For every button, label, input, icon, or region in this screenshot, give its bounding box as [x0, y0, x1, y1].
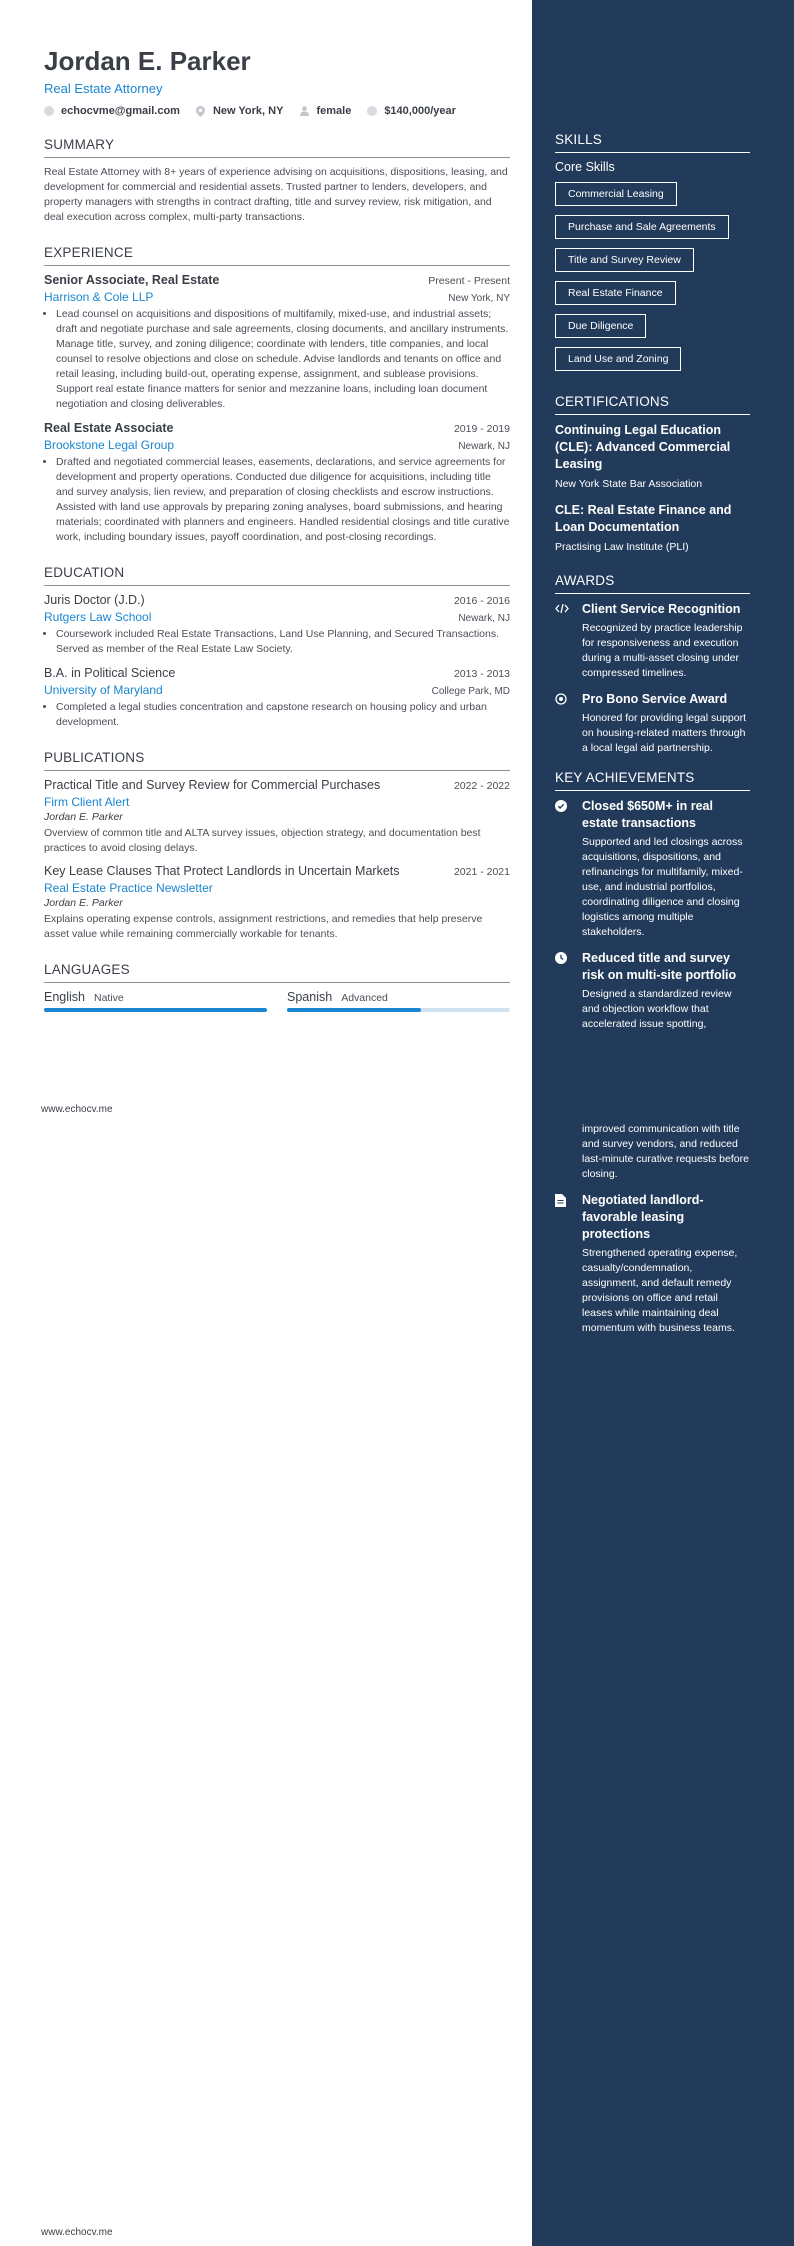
school-location: Newark, NJ: [458, 613, 510, 624]
publication-author: Jordan E. Parker: [44, 897, 123, 909]
publication-item: [44, 778, 510, 856]
candidate-name: Jordan E. Parker: [44, 46, 251, 76]
proficiency-fill: [287, 1008, 421, 1012]
award-item: [555, 691, 750, 756]
contact-gender: [299, 105, 351, 117]
main-column: [44, 46, 510, 1012]
language-name: Spanish: [287, 990, 333, 1004]
publication-description: Overview of common title and ALTA survey issues, objection strategy, and documentation best practices to avoid closing delays.: [44, 827, 481, 854]
award-title: Client Service Recognition: [582, 602, 741, 616]
publication-item: [44, 864, 510, 942]
achievement-item: [555, 798, 750, 940]
degree-dates: 2016 - 2016: [453, 595, 510, 607]
contact-location: [196, 105, 284, 117]
achievement-description: Supported and led closings across acquisitions, dispositions, and refinancings for multifamily, mixed-use, and industrial portfolios, coordinating diligence and closing logistics among multiple stakeholders.: [582, 836, 743, 938]
languages-section: [44, 962, 510, 1012]
publication-dates: 2021 - 2021: [453, 866, 510, 878]
education-section: [44, 565, 510, 730]
target-icon: [555, 691, 582, 756]
certifications-heading: CERTIFICATIONS: [555, 394, 750, 415]
experience-bullet: • Drafted and negotiated commercial leases, easements, declarations, and service agreements for development and property operations. Conducted due diligence for acquisitions, including title and survey analysis, lien review, and preparation of closing checklists and escrow instructions. Assisted with land use approvals by preparing zoning analyses, board submissions, and hearing materials; coordinated with planners and engineers. Handled residential closings and title curative work, including boundary issues, payoff coordination, and post-closing recordings.: [56, 455, 510, 545]
job-title: Real Estate Attorney: [44, 81, 163, 96]
achievement-title: Closed $650M+ in real estate transactions: [582, 799, 713, 830]
salary-icon: [367, 106, 377, 116]
certification-item: [555, 422, 750, 490]
awards-heading: AWARDS: [555, 573, 750, 594]
skill-tag: Due Diligence: [555, 314, 646, 338]
language-name: English: [44, 990, 85, 1004]
degree-dates: 2013 - 2013: [453, 668, 510, 680]
proficiency-fill: [44, 1008, 267, 1012]
language-proficiency-bar: [287, 1008, 510, 1012]
skill-tag: Title and Survey Review: [555, 248, 694, 272]
awards-section: [555, 573, 750, 756]
award-description: Honored for providing legal support on housing-related matters through a local legal aid partnership.: [582, 712, 747, 754]
publication-outlet: Real Estate Practice Newsletter: [44, 881, 213, 895]
achievement-item: [555, 950, 750, 1182]
skills-subheading: Core Skills: [555, 160, 615, 174]
language-proficiency-bar: [44, 1008, 267, 1012]
contact-salary: [367, 105, 456, 117]
award-description: Recognized by practice leadership for responsiveness and execution during a multi-asset closing under compressed timelines.: [582, 622, 743, 679]
location-text: New York, NY: [212, 105, 284, 117]
education-item: [44, 666, 510, 730]
code-icon: [555, 601, 582, 681]
achievement-description: Designed a standardized review and objection workflow that accelerated issue spotting,: [582, 988, 732, 1030]
school-location: College Park, MD: [431, 686, 510, 697]
position-dates: Present - Present: [428, 275, 510, 287]
experience-section: [44, 245, 510, 545]
document-icon: [555, 1192, 582, 1336]
sidebar: [555, 132, 750, 1346]
achievement-title: Reduced title and survey risk on multi-site portfolio: [582, 951, 737, 982]
gender-text: female: [316, 105, 352, 117]
certification-item: [555, 502, 750, 553]
education-heading: EDUCATION: [44, 565, 510, 586]
publication-author: Jordan E. Parker: [44, 811, 123, 823]
skills-heading: SKILLS: [555, 132, 750, 153]
skill-tag: Purchase and Sale Agreements: [555, 215, 729, 239]
skill-tag: Land Use and Zoning: [555, 347, 681, 371]
email-icon: [44, 106, 54, 116]
salary-text: $140,000/year: [384, 105, 456, 117]
publication-title: Key Lease Clauses That Protect Landlords in Uncertain Markets: [44, 864, 400, 878]
language-level: Advanced: [341, 992, 388, 1004]
experience-item: [44, 273, 510, 412]
check-circle-icon: [555, 798, 582, 940]
experience-heading: EXPERIENCE: [44, 245, 510, 266]
achievement-description: Strengthened operating expense, casualty/condemnation, assignment, and default remedy provisions on office and retail leases while maintaining deal momentum with business teams.: [582, 1247, 738, 1334]
experience-item: [44, 421, 510, 545]
language-item: [44, 990, 267, 1012]
languages-heading: LANGUAGES: [44, 962, 510, 983]
education-item: [44, 593, 510, 657]
summary-section: [44, 137, 510, 225]
position-title: Real Estate Associate: [44, 421, 174, 435]
publication-title: Practical Title and Survey Review for Commercial Purchases: [44, 778, 381, 792]
certification-name: CLE: Real Estate Finance and Loan Documentation: [555, 503, 732, 534]
school-name: Rutgers Law School: [44, 610, 152, 624]
degree-name: Juris Doctor (J.D.): [44, 593, 145, 607]
skills-section: [555, 132, 750, 380]
publication-dates: 2022 - 2022: [453, 780, 510, 792]
degree-name: B.A. in Political Science: [44, 666, 176, 680]
school-name: University of Maryland: [44, 683, 163, 697]
company-name: Harrison & Cole LLP: [44, 290, 154, 304]
achievements-heading: KEY ACHIEVEMENTS: [555, 770, 750, 791]
position-title: Senior Associate, Real Estate: [44, 273, 220, 287]
company-name: Brookstone Legal Group: [44, 438, 175, 452]
position-dates: 2019 - 2019: [453, 423, 510, 435]
education-bullet: • Completed a legal studies concentration and capstone research on housing policy and urban development.: [56, 700, 510, 730]
footer-link[interactable]: www.echocv.me: [41, 1104, 113, 1115]
company-location: New York, NY: [448, 293, 510, 304]
contact-bar: [44, 105, 510, 117]
certification-name: Continuing Legal Education (CLE): Advanced Commercial Leasing: [555, 423, 731, 471]
publication-outlet: Firm Client Alert: [44, 795, 130, 809]
experience-bullet: • Lead counsel on acquisitions and dispositions of multifamily, mixed-use, and industrial assets; draft and negotiate purchase and sale agreements, closing documents, and ancillary instruments. Manage title, survey, and zoning diligence; coordinate with lenders, title companies, and local counsel to resolve objections and close on schedule. Advise landlords and tenants on office and retail leasing, including build-out, operating expense, assignment, and sublease provisions. Support real estate finance matters for senior and mezzanine loans, including loan document negotiation and closing deliverables.: [56, 307, 510, 412]
publications-heading: PUBLICATIONS: [44, 750, 510, 771]
award-item: [555, 601, 750, 681]
publications-section: [44, 750, 510, 942]
person-icon: [299, 106, 309, 116]
language-level: Native: [94, 992, 124, 1004]
skill-tag: Real Estate Finance: [555, 281, 676, 305]
education-bullet: • Coursework included Real Estate Transactions, Land Use Planning, and Secured Transactions. Served as member of the Real Estate Law Society.: [56, 627, 510, 657]
footer-link[interactable]: www.echocv.me: [41, 2227, 113, 2238]
company-location: Newark, NJ: [458, 441, 510, 452]
contact-email[interactable]: [44, 105, 180, 117]
certification-issuer: New York State Bar Association: [555, 478, 703, 490]
achievements-section: [555, 770, 750, 1336]
email-text: echocvme@gmail.com: [61, 105, 180, 117]
certifications-section: [555, 394, 750, 553]
summary-heading: SUMMARY: [44, 137, 510, 158]
achievement-item: [555, 1192, 750, 1336]
clock-icon: [555, 950, 582, 1182]
publication-description: Explains operating expense controls, assignment restrictions, and remedies that help preserve asset value while remaining commercially workable for tenants.: [44, 913, 483, 940]
language-item: [287, 990, 510, 1012]
summary-text: Real Estate Attorney with 8+ years of experience advising on acquisitions, dispositions, leasing, and development for commercial and residential assets. Trusted partner to lenders, developers, and property managers with strengths in contract drafting, title and survey review, risk mitigation, and deal execution across complex, multi-party transactions.: [44, 166, 508, 223]
location-pin-icon: [196, 106, 206, 116]
certification-issuer: Practising Law Institute (PLI): [555, 541, 689, 553]
achievement-title: Negotiated landlord-favorable leasing protections: [582, 1193, 704, 1241]
skill-tag: Commercial Leasing: [555, 182, 677, 206]
achievement-description-continued: improved communication with title and survey vendors, and reduced last-minute curative requests before closing.: [582, 1123, 749, 1180]
award-title: Pro Bono Service Award: [582, 692, 728, 706]
